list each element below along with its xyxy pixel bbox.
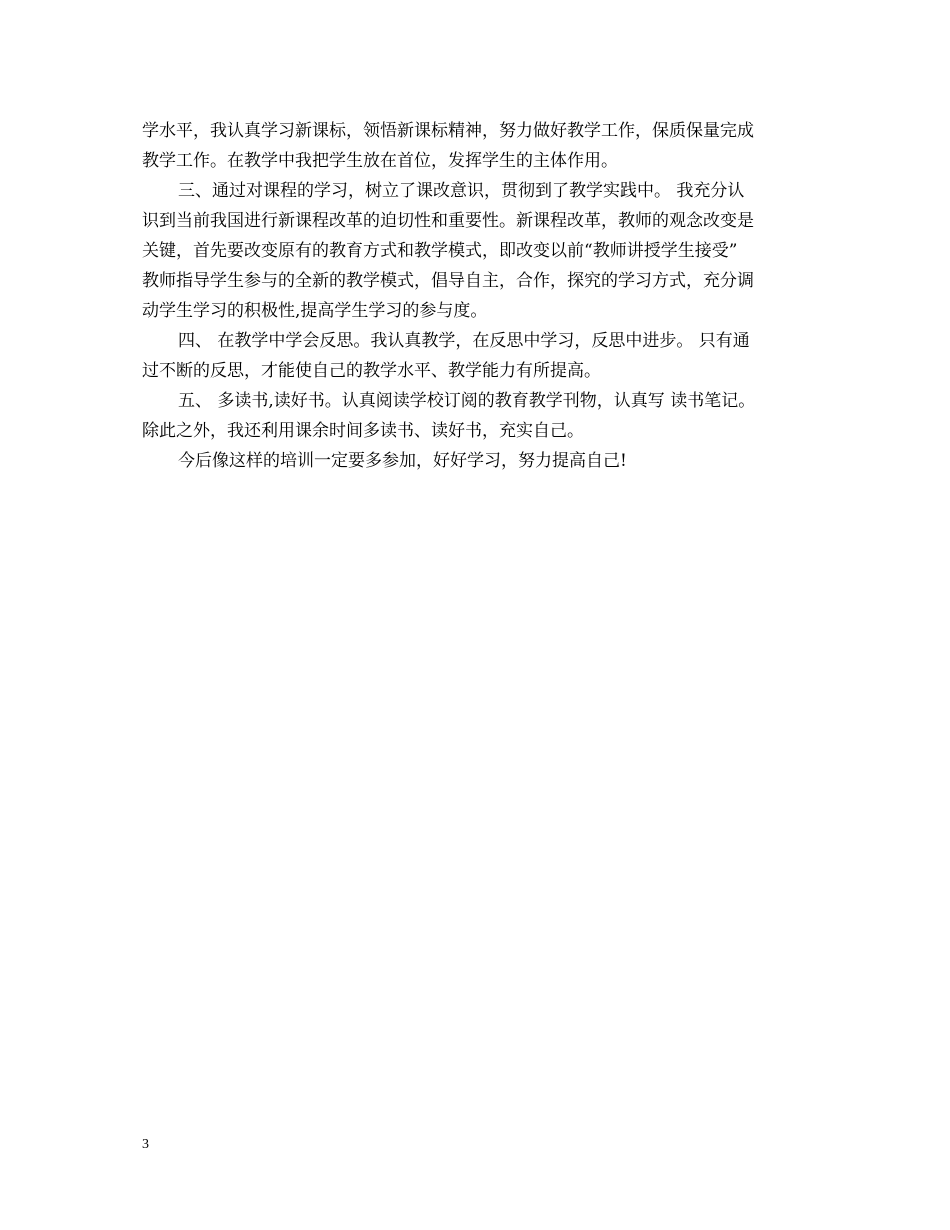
page-number: 3 [142,1137,149,1152]
closing-paragraph: 今后像这样的培训一定要多参加，好好学习，努力提高自己! [178,451,627,471]
text-line: 动学生学习的积极性,提高学生学习的参与度。 [142,301,488,321]
text-line: 关键，首先要改变原有的教育方式和教学模式，即改变以前“教师讲授学生接受” [142,241,738,261]
text-line: 教学工作。在教学中我把学生放在首位，发挥学生的主体作用。 [142,151,618,171]
text-line: 过不断的反思，才能使自己的教学水平、教学能力有所提高。 [142,361,601,381]
text-line: 教师指导学生参与的全新的教学模式，倡导自主，合作，探究的学习方式，充分调 [142,271,754,291]
text-line: 学水平，我认真学习新课标，领悟新课标精神，努力做好教学工作，保质保量完成 [142,121,754,141]
text-line: 除此之外，我还利用课余时间多读书、读好书，充实自己。 [142,421,584,441]
paragraph-four-start: 四、 在教学中学会反思。我认真教学，在反思中学习，反思中进步。 只有通 [178,331,750,351]
text-line: 识到当前我国进行新课程改革的迫切性和重要性。新课程改革，教师的观念改变是 [142,211,754,231]
body-text [142,116,822,476]
paragraph-three-start: 三、通过对课程的学习，树立了课改意识，贯彻到了教学实践中。 我充分认 [178,181,745,201]
paragraph-five-start: 五、 多读书,读好书。认真阅读学校订阅的教育教学刊物，认真写 读书笔记。 [178,391,756,411]
